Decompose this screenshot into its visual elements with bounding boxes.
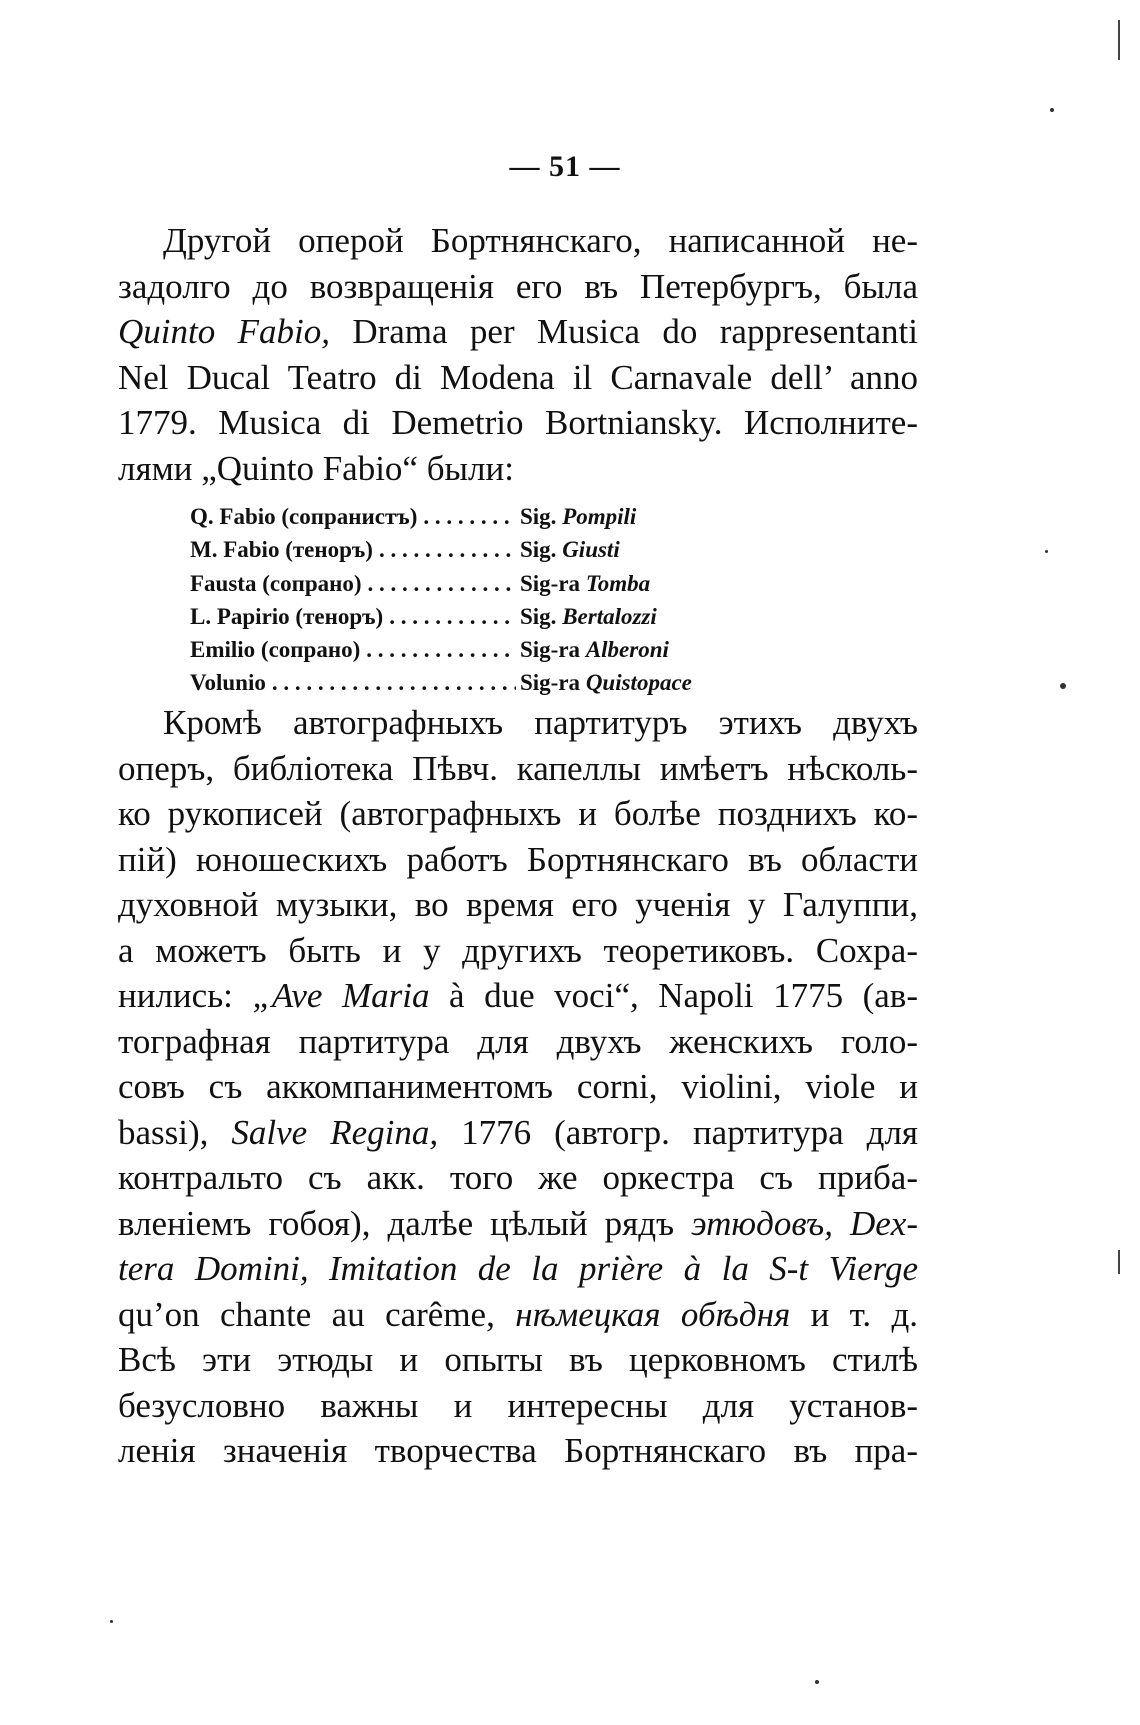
work-title: нѣмецкая обѣдня [515,1294,791,1334]
text-line: контральто съ акк. того же оркестра съ прибa- [118,1158,918,1197]
text-line: задолго до возвращенія его въ Петербургъ, была [118,266,918,306]
singer-title: Sig. [520,504,557,529]
singer-name: Pompili [562,504,637,529]
cast-singer [516,600,830,633]
work-title: tera Domini, Imitation de la prière à la S-t Vierge [118,1249,918,1288]
cast-list [190,500,830,700]
text-line [118,1110,918,1156]
cast-role: Q. Fabio (сопранистъ) [190,504,418,529]
text-line: тографная партитура для двухъ женскихъ голо- [118,1021,918,1061]
text-line: пій) юношескихъ работъ Бортнянскаго въ области [118,839,918,879]
cast-row [190,500,830,533]
singer-title: Sig. [520,537,557,563]
text-line [118,1292,918,1338]
singer-name: Bertalozzi [562,603,657,629]
singer-name: Tomba [585,570,651,596]
text-fragment: нились: [118,976,233,1015]
dot-leader [373,533,516,566]
opera-title: Quinto Fabio, [118,312,330,351]
text-line: безусловно важны и интересны для установ- [118,1385,918,1425]
scan-speck [110,1620,113,1623]
dot-leader [266,666,516,699]
text-line: Всѣ эти этюды и опыты въ церковномъ стилѣ [118,1340,918,1379]
text-line: лями „Quinto Fabio“ были: [118,448,514,488]
singer-title: Sig-ra [520,670,581,696]
singer-title: Sig-ra [520,637,581,663]
cast-singer [516,666,830,699]
dot-leader [417,500,516,533]
cast-row [190,533,830,566]
paragraph-1 [118,218,918,491]
text-line [118,309,918,355]
text-fragment: à due voci“, Napoli 1775 (ав- [449,976,918,1015]
text-line: оперъ, библіотека Пѣвч. капеллы имѣетъ нѣсколь- [118,748,918,788]
text-fragment: qu’on chante au carême, [118,1294,495,1334]
text-line: совъ съ аккомпаниментомъ corni, violini, viole и [118,1067,918,1106]
cast-singer [516,633,830,666]
text-line [118,1201,918,1247]
text-line: духовной музыки, во время его ученія у Галуппи, [118,885,918,924]
singer-title: Sig-ra [520,570,581,596]
text-line: Кромѣ автографныхъ партитуръ этихъ двухъ [163,703,918,742]
text-fragment: bassi), [118,1112,209,1152]
cast-singer [516,533,830,566]
work-title: „Ave Maria [252,976,430,1015]
cast-role: Emilio (сопрано) [190,637,361,663]
text-line: ко рукописей (автографныхъ и болѣе позднихъ ко- [118,794,918,833]
text-line: Nel Ducal Teatro di Modena il Carnavale dell’ anno [118,357,918,397]
dot-leader [360,633,516,666]
dot-leader [362,567,516,600]
scan-edge-mark [1118,1250,1120,1274]
singer-name: Giusti [562,537,620,563]
text-fragment: и т. д. [810,1294,918,1334]
text-line: Другой оперой Бортнянскаго, написанной не- [163,221,918,260]
text-fragment: вленіемъ гобоя), далѣе цѣлый рядъ [118,1203,675,1243]
text-fragment: 1776 (автогр. партитура для [461,1112,919,1152]
paragraph-2 [118,700,918,1474]
work-title: Salve Regina, [231,1112,439,1152]
singer-name: Alberoni [585,637,669,663]
scan-speck [1060,683,1066,689]
text-line [118,1246,918,1292]
text-fragment: Drama per Musica do rappresentanti [352,312,918,351]
cast-role: M. Fabio (теноръ) [190,537,373,563]
scan-speck [1045,550,1048,553]
cast-role: Volunio [190,670,266,696]
work-title: этюдовъ, Dex- [691,1203,918,1243]
text-line [118,973,918,1019]
scan-speck [815,1680,819,1684]
dot-leader [383,600,516,633]
cast-row [190,633,830,666]
singer-title: Sig. [520,603,557,629]
singer-name: Quistopace [585,670,692,696]
cast-role: L. Papirio (теноръ) [190,603,384,629]
text-line: а можетъ быть и у другихъ теоретиковъ. Сохра- [118,930,918,970]
cast-row [190,600,830,633]
scan-speck [1050,108,1054,112]
cast-row [190,567,830,600]
cast-singer [516,500,830,533]
text-line: ленія значенія творчества Бортнянскаго въ пра- [118,1431,918,1470]
cast-row [190,666,830,699]
cast-role: Fausta (сопрано) [190,570,362,596]
text-line: 1779. Musica di Demetrio Bortniansky. Исполните- [118,403,918,442]
scan-edge-mark [1118,20,1120,60]
cast-singer [516,567,830,600]
page-number: — 51 — [509,150,621,183]
